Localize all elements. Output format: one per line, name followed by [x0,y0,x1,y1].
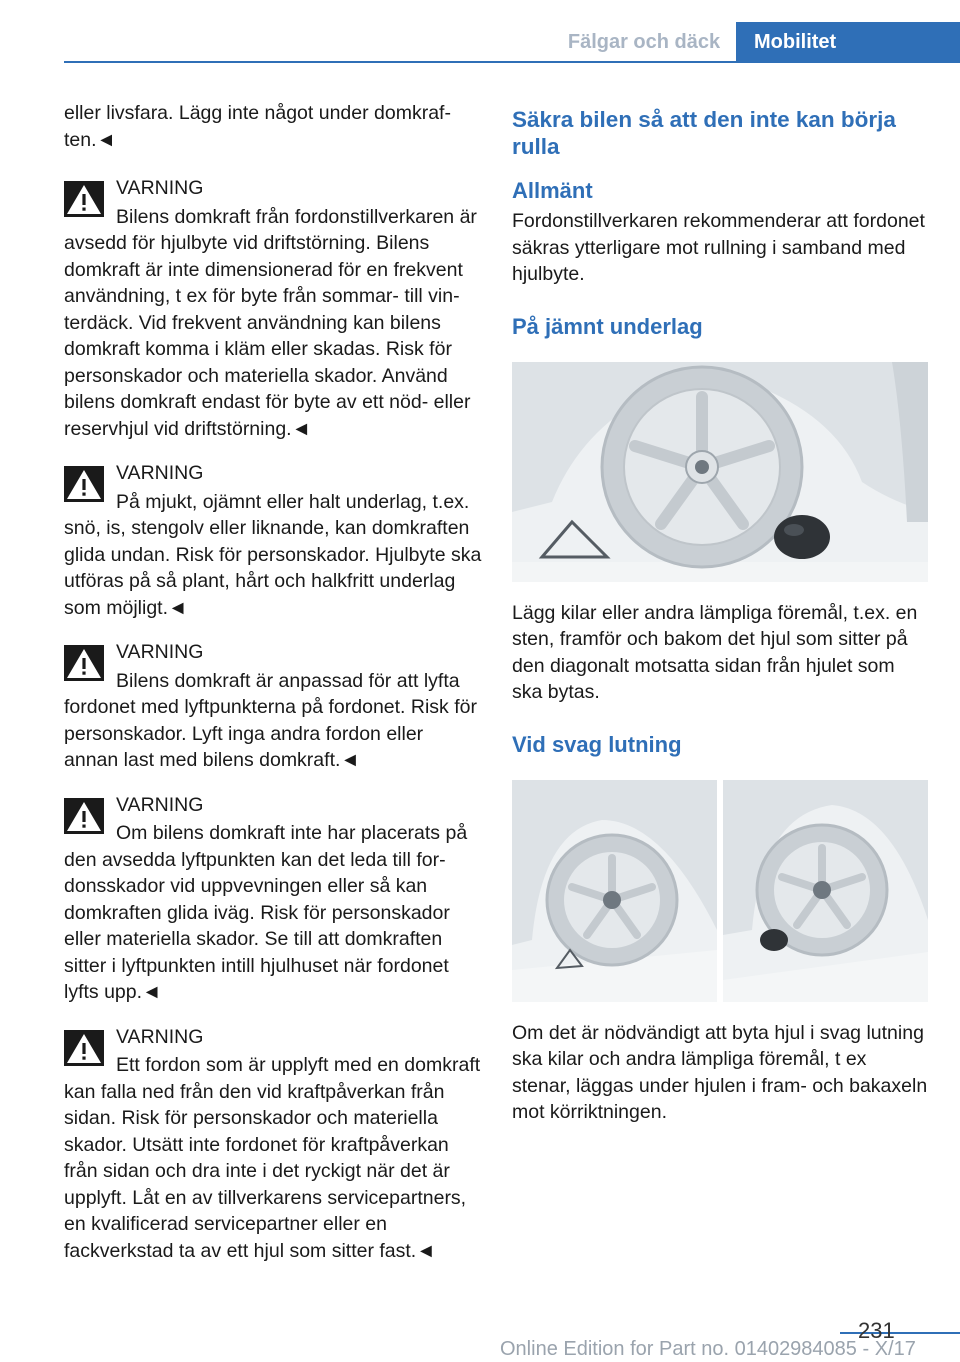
left-column [64,100,482,1282]
warning-text: Ett fordon som är upplyft med en domkraft kan falla ned från den vid kraftpåverkan från sidan. Risk för personskador och materiella skador. Utsätt inte fordonet för kraftpåverkan från sidan och dra inte i det ryckigt när det är upplyft. Låt en av tillverkarens servicepartners, en kvalificerad servicepartner eller en fackverkstad ta av ett hjul som sitter fast.◄ [64,1054,481,1262]
edition-footer: Online Edition for Part no. 01402984085 - X/17 [500,1338,916,1360]
warning-text: Bilens domkraft är anpassad för att lyfta fordonet med lyftpunkterna på fordonet. Risk för personskador. Lyft inga andra fordon eller annan last med bilens domkraft.◄ [64,669,477,771]
warning-title: VARNING [116,462,204,484]
flat-ground-paragraph: Lägg kilar eller andra lämpliga föremål, t.ex. en sten, framför och bakom det hjul som sitter på den diagonalt motsatta sidan från hjulet som ska bytas. [512,601,918,703]
flat-ground-illustration [512,362,928,582]
warning-text: På mjukt, ojämnt eller halt underlag, t.ex. snö, is, stengolv eller liknande, kan domkraften glida undan. Risk för personskador. Hjulbyte ska utföras på så plant, hårt och halkfritt underlag som möjligt.◄ [64,490,482,619]
chapter-tab[interactable]: Mobilitet [736,22,960,62]
warning-title: VARNING [116,1025,204,1048]
intro-paragraph: eller livsfara. Lägg inte något under domkraften.◄ [64,102,451,151]
warning-block [64,460,482,621]
page-header [0,0,960,64]
right-column [512,100,928,1126]
warning-triangle-icon [64,181,104,217]
warning-block [64,1024,482,1265]
slope-paragraph: Om det är nödvändigt att byta hjul i svag lutning ska kilar och andra lämpliga föremål, t ex stenar, läggas under hjulen i fram- och bakaxeln mot körriktningen. [512,1021,928,1123]
warning-block [64,792,482,1006]
warning-block [64,175,482,442]
warning-triangle-icon [64,466,104,502]
page-number: 231 [858,1318,895,1343]
warning-title: VARNING [116,177,204,199]
warning-block [64,639,482,774]
warning-title: VARNING [116,641,204,663]
slope-heading: Vid svag lutning [512,731,682,757]
warning-text: Bilens domkraft från fordonstillverkaren är avsedd för hjulbyte vid driftstörning. Bilens domkraft är inte dimensionerad för en frekvent användning, t ex för byte från sommar- till vinterdäck. Vid frekvent användning kan bilens domkraft komma i kläm eller skadas. Risk för personskador och materiella skador. Använd bilens domkraft endast för byte av ett nöd- eller reservhjul vid driftstörning.◄ [64,205,477,440]
section-tab[interactable]: Fälgar och däck [567,30,721,53]
general-paragraph: Fordonstillverkaren rekommenderar att fordonet säkras ytterligare mot rullning i samband med hjulbyte. [512,210,925,285]
section-heading: Säkra bilen så att den inte kan börja rulla [512,107,896,159]
warning-text: Om bilens domkraft inte har placerats på den avsedda lyftpunkten kan det leda till fordonsskador vid uppvevningen eller så kan domkraften glida iväg. Risk för personskador eller materiella skador. Se till att domkraften sitter i lyftpunkten intill hjulhuset när fordonet lyfts upp.◄ [64,822,468,1003]
warning-triangle-icon [64,798,104,834]
warning-triangle-icon [64,645,104,681]
flat-ground-heading: På jämnt underlag [512,313,703,339]
general-heading: Allmänt [512,178,593,203]
slope-illustration [512,780,928,1002]
warning-triangle-icon [64,1030,104,1066]
warning-title: VARNING [116,793,204,816]
header-divider [64,61,960,63]
